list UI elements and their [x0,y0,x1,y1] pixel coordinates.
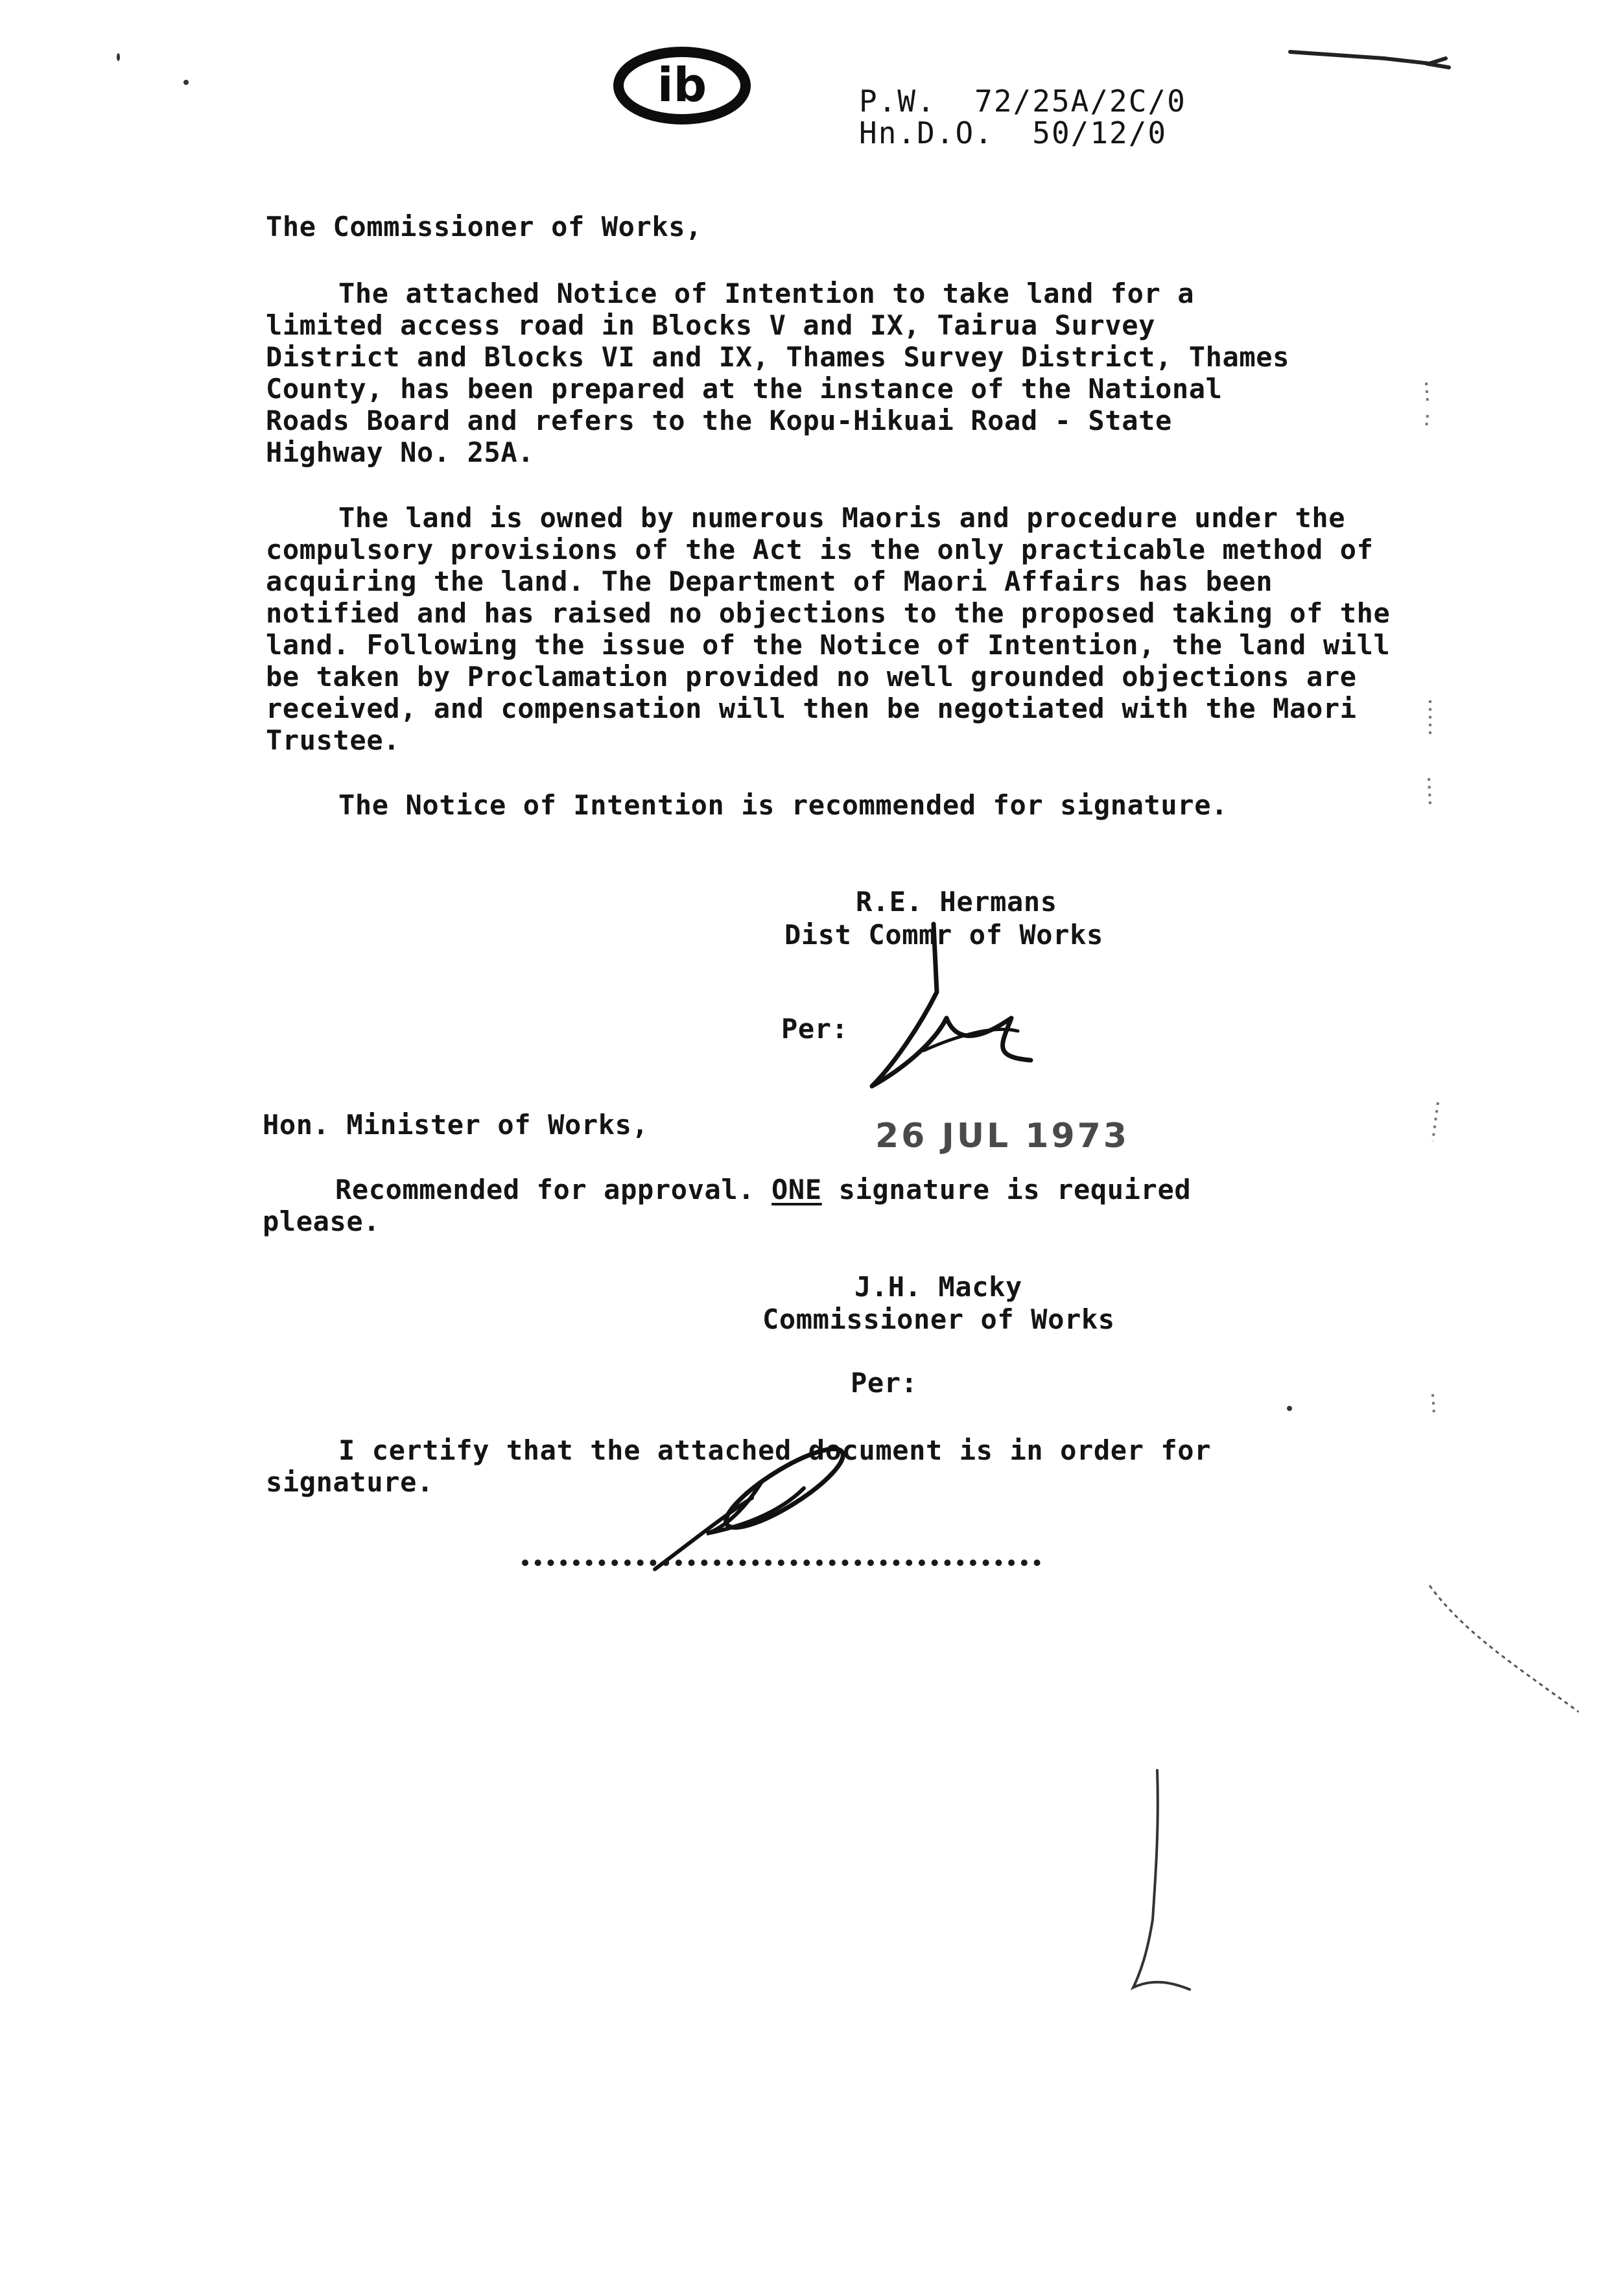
corner-pen-stroke [1287,39,1455,78]
right-margin-marks [1413,195,1452,1427]
per-label-2: Per: [851,1367,918,1399]
margin-speck [117,53,120,61]
reference-line-hndo: Hn.D.O. 50/12/0 [859,115,1168,150]
paragraph-land-ownership: The land is owned by numerous Maoris and procedure under the compulsory provisions of the Act is the only practicable method of acquiring the land. The Department of Maori Affairs has been notified and has raised no objections to the proposed taking of the land. Following the issue of the Notice of Intention, the land will be taken by Proclamation provided no well grounded objections are received, and compensation will then be negotiated with the Maori Trustee. [266,502,1391,756]
signature-dotted-line [522,1560,1041,1566]
minister-addressee: Hon. Minister of Works, [263,1109,649,1141]
date-stamp: 26 JUL 1973 [875,1117,1130,1156]
signatory-name: R.E. Hermans [856,886,1057,918]
salutation: The Commissioner of Works, [266,211,703,243]
approval-text: Recommended for approval. [335,1174,772,1205]
paragraph-recommendation: The Notice of Intention is recommended for signature. [338,789,1228,821]
margin-speck [183,80,189,85]
approval-paragraph [263,1174,1287,1237]
emphasis-one: ONE [771,1174,822,1205]
commissioner-name: J.H. Macky [854,1271,1022,1303]
logo-text: ib [657,58,707,112]
per-label: Per: [781,1013,849,1045]
certification-paragraph: I certify that the attached document is in order for signature. [266,1434,1212,1498]
margin-pencil-marks [1102,1556,1621,2010]
handwritten-signature [862,921,1050,1102]
commissioner-title: Commissioner of Works [762,1303,1115,1335]
reference-line-pw: P.W. 72/25A/2C/0 [859,84,1186,119]
handwritten-initial [642,1436,862,1579]
margin-speck [1287,1406,1292,1411]
paragraph-notice: The attached Notice of Intention to take land for a limited access road in Blocks V and IX, Tairua Survey District and Blocks VI and IX, Thames Survey District, Thames County, has been prepared at the instance of the National Roads Board and refers to the Kopu-Hikuai Road - State Highway No. 25A. [266,278,1290,468]
circled-logo-mark [609,39,759,130]
approval-text-continued: signature is required please. [263,1174,1192,1237]
signatory-title: Dist Commr of Works [784,919,1103,951]
